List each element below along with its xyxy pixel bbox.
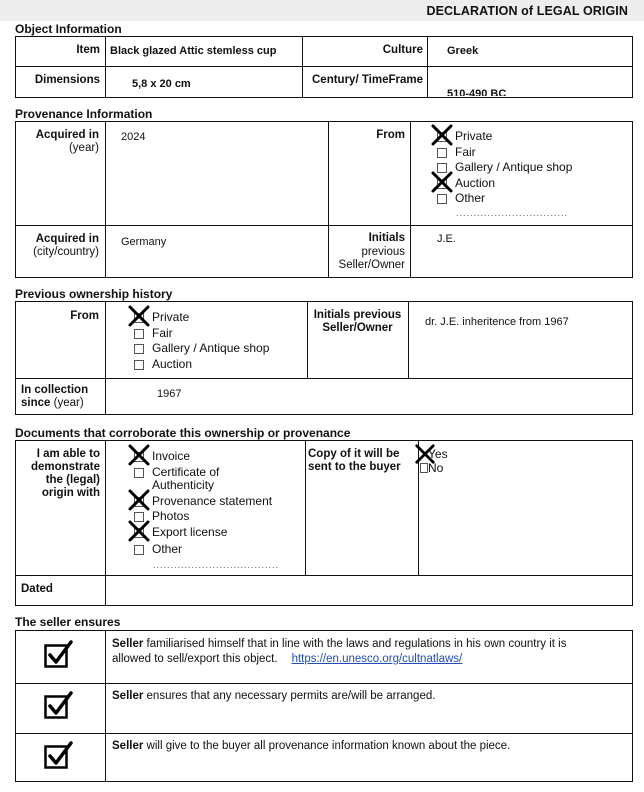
option-no[interactable] <box>419 461 448 475</box>
ensure-item-laws <box>112 637 602 667</box>
col-divider <box>105 121 106 278</box>
option-provenance-statement[interactable] <box>133 494 293 510</box>
acquired-in-label <box>20 129 99 155</box>
option-label: Other <box>152 542 183 556</box>
acquired-place-label-text: Acquired in <box>35 233 99 245</box>
col-divider <box>410 121 411 278</box>
history-initials-label: Initials previous Seller/Owner <box>313 309 402 334</box>
option-label: Auction <box>152 356 193 371</box>
copy-sent-label: Copy of it will be sent to the buyer <box>308 448 401 473</box>
option-label: Gallery / Antique shop <box>455 160 573 174</box>
option-auction[interactable] <box>133 357 269 373</box>
century-label: Century/ TimeFrame <box>312 74 423 86</box>
option-invoice[interactable] <box>133 449 293 465</box>
checkbox[interactable] <box>437 194 447 204</box>
col-divider <box>105 630 106 782</box>
culture-label: Culture <box>382 44 423 56</box>
option-yes[interactable] <box>419 447 448 461</box>
acquired-place-label <box>20 233 99 259</box>
checkbox[interactable] <box>134 360 144 370</box>
other-fill-line[interactable]: ................................ <box>456 208 569 218</box>
checked-cross-icon <box>127 488 151 512</box>
option-photos[interactable] <box>133 509 293 525</box>
initials-label-line: Initials <box>368 232 405 244</box>
option-other[interactable] <box>436 191 572 207</box>
checkbox[interactable] <box>134 545 144 555</box>
acquired-in-sub-text: (year) <box>68 142 99 154</box>
in-collection-label-text: In collection <box>21 384 89 396</box>
option-label: No <box>428 461 444 475</box>
checked-cross-icon <box>430 170 454 194</box>
ensure-text: ensures that any necessary permits are/will be arranged. <box>143 690 436 702</box>
ensure-bold: Seller <box>112 638 144 650</box>
year-label-text: (year) <box>53 397 84 409</box>
checked-box-icon <box>44 640 74 670</box>
item-value[interactable]: Black glazed Attic stemless cup <box>110 45 277 57</box>
row-divider <box>15 378 633 379</box>
option-other[interactable] <box>133 542 293 558</box>
history-initials-value[interactable]: dr. J.E. inheritence from 1967 <box>425 316 569 328</box>
in-collection-value[interactable]: 1967 <box>157 388 182 400</box>
option-label: Private <box>152 310 190 324</box>
acquired-place-sub-text: (city/country) <box>33 246 99 258</box>
culture-value[interactable]: Greek <box>447 45 479 57</box>
from-label: From <box>376 129 405 141</box>
copy-options <box>419 447 448 475</box>
checked-cross-icon <box>127 443 151 467</box>
history-from-options <box>133 310 269 372</box>
document-options <box>133 449 293 558</box>
checkbox[interactable] <box>437 148 447 158</box>
col-divider <box>105 36 106 98</box>
ensure-text: will give to the buyer all provenance information known about the piece. <box>143 740 511 752</box>
checked-cross-icon <box>127 519 151 543</box>
dated-label: Dated <box>21 583 53 595</box>
checkbox[interactable] <box>420 463 428 473</box>
ensure-text: familiarised himself that in line with the laws and regulations in his own country it is allowed to sell/export this object. <box>112 638 567 665</box>
option-export-license[interactable] <box>133 525 293 541</box>
unesco-link[interactable]: https://en.unesco.org/cultnatlaws/ <box>291 653 463 665</box>
option-label: Photos <box>152 509 190 523</box>
ensure-item-permits <box>112 689 612 704</box>
option-label: Yes <box>428 447 448 461</box>
option-auction[interactable] <box>436 176 572 192</box>
option-fair[interactable] <box>436 145 572 161</box>
section-title-provenance: Provenance Information <box>15 107 153 121</box>
other-fill-line[interactable]: .................................... <box>153 560 280 570</box>
option-certificate[interactable] <box>133 465 293 494</box>
col-divider <box>427 36 428 98</box>
checked-box-icon <box>44 691 74 721</box>
row-divider <box>15 733 633 734</box>
row-divider <box>15 225 633 226</box>
option-label: Auction <box>455 175 496 190</box>
dated-value[interactable] <box>115 583 625 599</box>
col-divider <box>408 301 409 378</box>
initials-label-line: Seller/Owner <box>338 259 405 271</box>
option-fair[interactable] <box>133 326 269 342</box>
section-title-object-information: Object Information <box>15 22 122 36</box>
option-gallery[interactable] <box>436 160 572 176</box>
ensure-item-information <box>112 739 622 754</box>
section-title-history: Previous ownership history <box>15 287 173 301</box>
initials-label-line: previous <box>361 245 405 258</box>
option-label: Invoice <box>152 449 191 463</box>
col-divider <box>307 301 308 378</box>
able-to-demonstrate-label: I am able to demonstrate the (legal) origin with <box>30 448 100 499</box>
row-divider <box>15 683 633 684</box>
initials-previous-value[interactable]: J.E. <box>437 233 456 245</box>
since-label-text: since <box>21 397 51 409</box>
checked-cross-icon <box>127 304 151 328</box>
ensure-bold: Seller <box>112 690 144 702</box>
checked-box-icon <box>44 741 74 771</box>
col-divider <box>105 301 106 415</box>
option-label: Other <box>455 191 486 205</box>
acquired-in-label-text: Acquired in <box>35 129 99 141</box>
section-title-documents: Documents that corroborate this ownership or provenance <box>15 426 351 440</box>
dimensions-value[interactable]: 5,8 x 20 cm <box>132 78 191 90</box>
section-title-seller-ensures: The seller ensures <box>15 615 121 629</box>
option-label: Private <box>455 129 493 143</box>
acquired-place-value[interactable]: Germany <box>121 236 167 248</box>
col-divider <box>302 36 303 98</box>
option-label: Provenance statement <box>152 493 273 508</box>
option-label: Certificate of Authenticity <box>152 464 220 492</box>
option-private[interactable] <box>436 129 572 145</box>
option-gallery[interactable] <box>133 341 269 357</box>
in-collection-label <box>21 384 88 410</box>
option-label: Fair <box>152 325 173 340</box>
checked-cross-icon <box>430 123 454 147</box>
provenance-from-options <box>436 129 572 207</box>
century-value-clip <box>447 88 627 96</box>
dimensions-label: Dimensions <box>34 74 100 86</box>
option-private[interactable] <box>133 310 269 326</box>
row-divider <box>15 575 633 576</box>
checkbox[interactable] <box>134 329 144 339</box>
option-label: Export license <box>152 524 228 539</box>
century-value[interactable]: 510-490 BC <box>447 88 507 96</box>
item-label: Item <box>76 44 100 56</box>
ensure-bold: Seller <box>112 740 144 752</box>
option-label: Gallery / Antique shop <box>152 341 270 355</box>
col-divider <box>305 440 306 575</box>
acquired-year-value[interactable]: 2024 <box>121 131 146 143</box>
col-divider <box>328 121 329 278</box>
checkbox[interactable] <box>134 344 144 354</box>
initials-previous-label <box>332 232 405 273</box>
history-from-label: From <box>70 310 99 322</box>
option-label: Fair <box>455 144 476 159</box>
checkbox[interactable] <box>134 468 144 478</box>
col-divider <box>105 440 106 606</box>
row-divider <box>15 66 633 67</box>
document-title: DECLARATION of LEGAL ORIGIN <box>426 4 628 18</box>
